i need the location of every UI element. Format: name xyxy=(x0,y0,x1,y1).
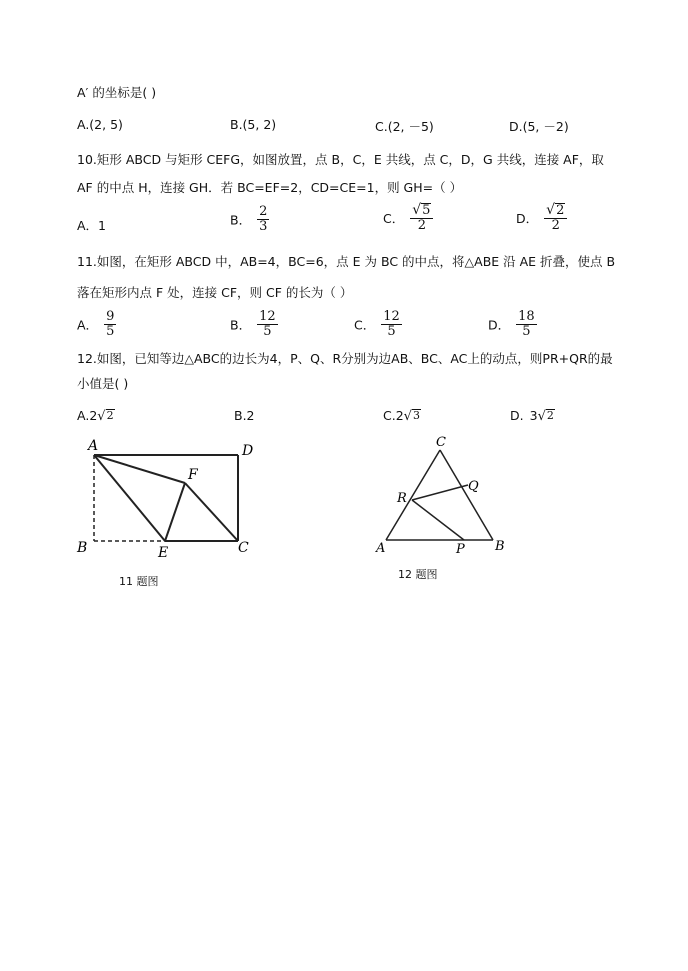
q12-stem-line2: 小值是( ) xyxy=(77,376,129,391)
q11-option-b-label: B． xyxy=(230,317,252,333)
sqrt-symbol: √ 3 xyxy=(403,409,420,424)
figure-11-caption: 11 题图 xyxy=(119,575,159,588)
q11-option-c-label: C． xyxy=(354,317,376,333)
denominator: 5 xyxy=(106,324,115,339)
label-d: D xyxy=(242,443,254,459)
q12-option-a-label: A. xyxy=(77,408,90,423)
q11-stem-line1: 11.如图，在矩形 ABCD 中，AB=4，BC=6，点 E 为 BC 的中点，将△ABE 沿 AE 折叠，使点 B xyxy=(77,254,616,269)
q9-option-a: A.(2, 5) xyxy=(77,117,123,132)
q12-option-d xyxy=(510,408,555,424)
sqrt-symbol: √ 2 xyxy=(537,409,554,424)
q11-option-b xyxy=(230,310,278,339)
q11-stem-line2: 落在矩形内点 F 处，连接 CF，则 CF 的长为（ ） xyxy=(77,285,353,300)
label-q: Q xyxy=(468,479,479,494)
q12-stem-line1: 12.如图，已知等边△ABC的边长为4，P、Q、R分别为边AB、BC、AC上的动点，则PR+QR的最 xyxy=(77,351,613,366)
sqrt-symbol: √ 2 xyxy=(97,409,114,424)
denominator: 3 xyxy=(259,219,268,234)
radicand: 2 xyxy=(106,409,114,422)
sqrt-symbol: √ 5 xyxy=(412,202,431,218)
coefficient: 3 xyxy=(529,408,538,423)
segment-rp xyxy=(412,500,464,540)
label-a: A xyxy=(376,541,386,556)
segment-rq xyxy=(412,485,468,500)
q11-option-c-fraction xyxy=(381,310,402,339)
q9-stem-tail: A′ 的坐标是( ) xyxy=(77,85,157,100)
denominator: 2 xyxy=(551,218,560,233)
q10-option-c-label: C． xyxy=(383,211,405,226)
q12-option-a xyxy=(77,408,115,424)
figure-11 xyxy=(70,435,270,565)
label-p: P xyxy=(456,542,465,557)
q11-option-c xyxy=(354,310,402,339)
q10-option-b-label: B． xyxy=(230,212,252,228)
q10-option-d-label: D． xyxy=(516,211,539,226)
q11-option-d-label: D． xyxy=(488,317,511,333)
numerator xyxy=(544,203,567,219)
q11-option-a xyxy=(77,310,116,339)
q11-option-d xyxy=(488,310,537,339)
label-b: B xyxy=(77,540,88,556)
label-e: E xyxy=(158,545,169,561)
q12-option-c-label: C. xyxy=(383,408,396,423)
denominator: 2 xyxy=(417,218,426,233)
q10-option-c xyxy=(383,203,433,233)
q11-option-d-fraction xyxy=(516,310,537,339)
radicand: 2 xyxy=(546,409,554,422)
q12-option-c xyxy=(383,408,421,424)
figure-12 xyxy=(370,432,520,560)
numerator xyxy=(410,203,433,219)
radicand: 5 xyxy=(422,203,431,218)
numerator: 18 xyxy=(518,309,535,324)
numerator: 12 xyxy=(383,309,400,324)
radicand: 2 xyxy=(556,203,565,218)
numerator: 9 xyxy=(106,309,115,324)
numerator: 2 xyxy=(259,204,268,219)
q10-option-d-fraction xyxy=(544,203,567,233)
q9-option-b: B.(5, 2) xyxy=(230,117,277,132)
q10-option-b-fraction xyxy=(257,205,269,234)
q12-option-b: B.2 xyxy=(234,408,255,423)
label-f: F xyxy=(188,467,198,483)
denominator: 5 xyxy=(263,324,272,339)
label-a: A xyxy=(88,438,99,454)
segment-cb xyxy=(440,450,493,540)
label-r: R xyxy=(397,491,407,506)
q10-stem-line1: 10.矩形 ABCD 与矩形 CEFG，如图放置，点 B，C，E 共线，点 C，D，G 共线，连接 AF，取 xyxy=(77,152,604,167)
coefficient: 2 xyxy=(89,408,98,423)
q10-stem-line2: AF 的中点 H，连接 GH．若 BC=EF=2，CD=CE=1，则 GH=（ ） xyxy=(77,180,463,195)
radicand: 3 xyxy=(412,409,420,422)
q11-option-a-fraction xyxy=(104,310,116,339)
q11-option-a-label: A． xyxy=(77,317,99,333)
q10-option-d xyxy=(516,203,567,233)
sqrt-symbol: √ 2 xyxy=(546,202,565,218)
label-c: C xyxy=(238,540,249,556)
q10-option-a: A．1 xyxy=(77,218,107,233)
segment-fe xyxy=(165,483,185,541)
segment-ae xyxy=(94,455,165,541)
label-b: B xyxy=(495,539,505,554)
coefficient: 2 xyxy=(395,408,404,423)
q11-option-b-fraction xyxy=(257,310,278,339)
q9-option-d: D.(5, －2) xyxy=(509,119,569,134)
label-c: C xyxy=(436,435,446,450)
q10-option-b xyxy=(230,205,269,234)
segment-af xyxy=(94,455,185,483)
denominator: 5 xyxy=(522,324,531,339)
q10-option-c-fraction xyxy=(410,203,433,233)
q9-option-c: C.(2, －5) xyxy=(375,119,434,134)
numerator: 12 xyxy=(259,309,276,324)
denominator: 5 xyxy=(387,324,396,339)
segment-fc xyxy=(185,483,238,541)
q12-option-d-label: D. xyxy=(510,408,524,423)
figure-12-caption: 12 题图 xyxy=(398,568,438,581)
